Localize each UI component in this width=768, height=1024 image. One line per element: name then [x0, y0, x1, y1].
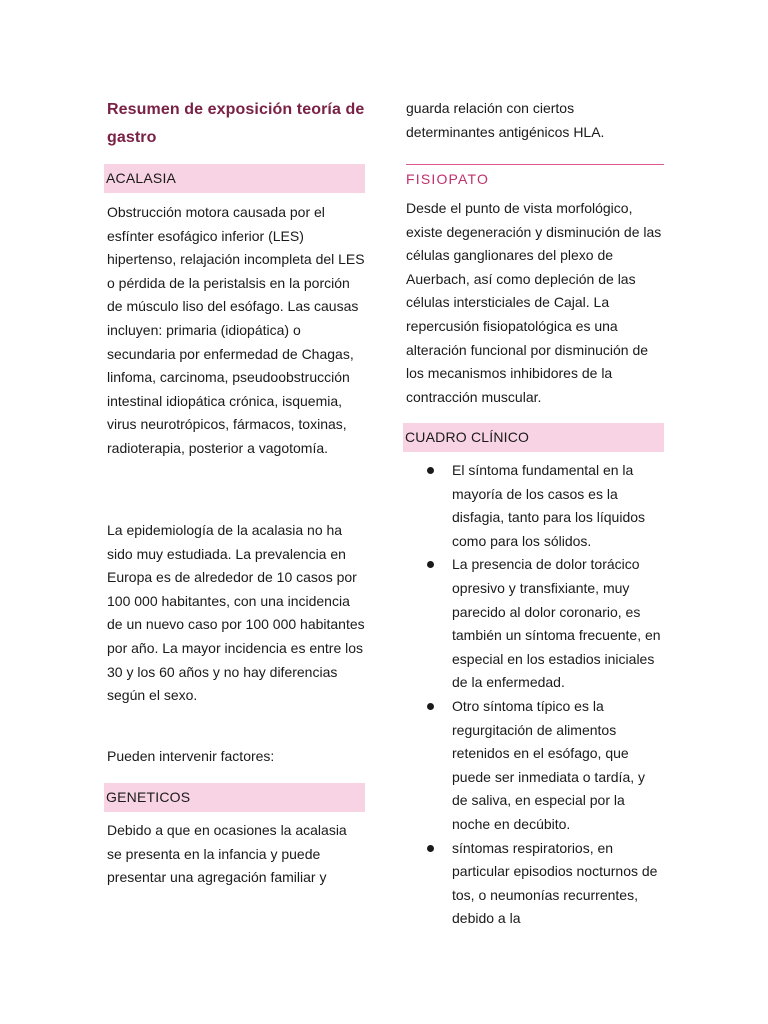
acalasia-paragraph-3: Pueden intervenir factores:	[107, 748, 275, 764]
list-item-text: La presencia de dolor torácico opresivo y transfixiante, muy parecido al dolor coronario, es también un síntoma frecuente, en especial en los estadios iniciales de la enfermedad.	[452, 556, 661, 691]
continuation-paragraph: guarda relación con ciertos determinantes antigénicos HLA.	[406, 100, 605, 140]
bullet-icon	[427, 845, 434, 852]
acalasia-paragraph-2: La epidemiología de la acalasia no ha sido muy estudiada. La prevalencia en Europa es de alrededor de 10 casos por 100 000 habitantes, con una incidencia de un nuevo caso por 100 000 habitantes por año. La mayor incidencia es entre los 30 y los 60 años y no hay diferencias según el sexo.	[107, 522, 365, 704]
geneticos-heading: GENETICOS	[104, 783, 365, 812]
list-item-text: Otro síntoma típico es la regurgitación de alimentos retenidos en el esófago, que puede ser inmediata o tardía, y de saliva, en especial por la noche en decúbito.	[452, 697, 646, 832]
acalasia-heading: ACALASIA	[104, 164, 365, 193]
bullet-icon	[427, 467, 434, 474]
acalasia-paragraph-1: Obstrucción motora causada por el esfínter esofágico inferior (LES) hipertenso, relajación incompleta del LES o pérdida de la peristalsis en la porción de músculo liso del esófago. Las causas incluyen: primaria (idiopática) o secundaria por enfermedad de Chagas, linfoma, carcinoma, pseudoobstrucción intestinal idiopática crónica, isquemia, virus neurotrópicos, fármacos, toxinas, radioterapia, posterior a vagotomía.	[107, 204, 365, 456]
list-item-text: síntomas respiratorios, en particular episodios nocturnos de tos, o neumonías recurrentes, debido a la	[452, 839, 658, 927]
bullet-icon	[427, 561, 434, 568]
fisiopato-paragraph: Desde el punto de vista morfológico, existe degeneración y disminución de las células ganglionares del plexo de Auerbach, así como depleción de las células intersticiales de Cajal. La repercusión fisiopatológica es una alteración funcional por disminución de los mecanismos inhibidores de la contracción muscular.	[406, 200, 662, 405]
document-title: Resumen de exposición teoría de gastro	[107, 101, 365, 146]
bullet-icon	[427, 703, 434, 710]
list-item-text: El síntoma fundamental en la mayoría de los casos es la disfagia, tanto para los líquidos como para los sólidos.	[452, 462, 646, 549]
list-item	[406, 459, 664, 553]
fisiopato-heading: FISIOPATO	[406, 164, 664, 187]
list-item	[406, 695, 664, 837]
geneticos-paragraph: Debido a que en ocasiones la acalasia se presenta en la infancia y puede presentar una agregación familiar y	[107, 822, 347, 886]
list-item	[406, 553, 664, 695]
list-item	[406, 837, 664, 931]
cuadro-clinico-heading: CUADRO CLÍNICO	[403, 423, 664, 452]
cuadro-clinico-list	[406, 459, 664, 931]
